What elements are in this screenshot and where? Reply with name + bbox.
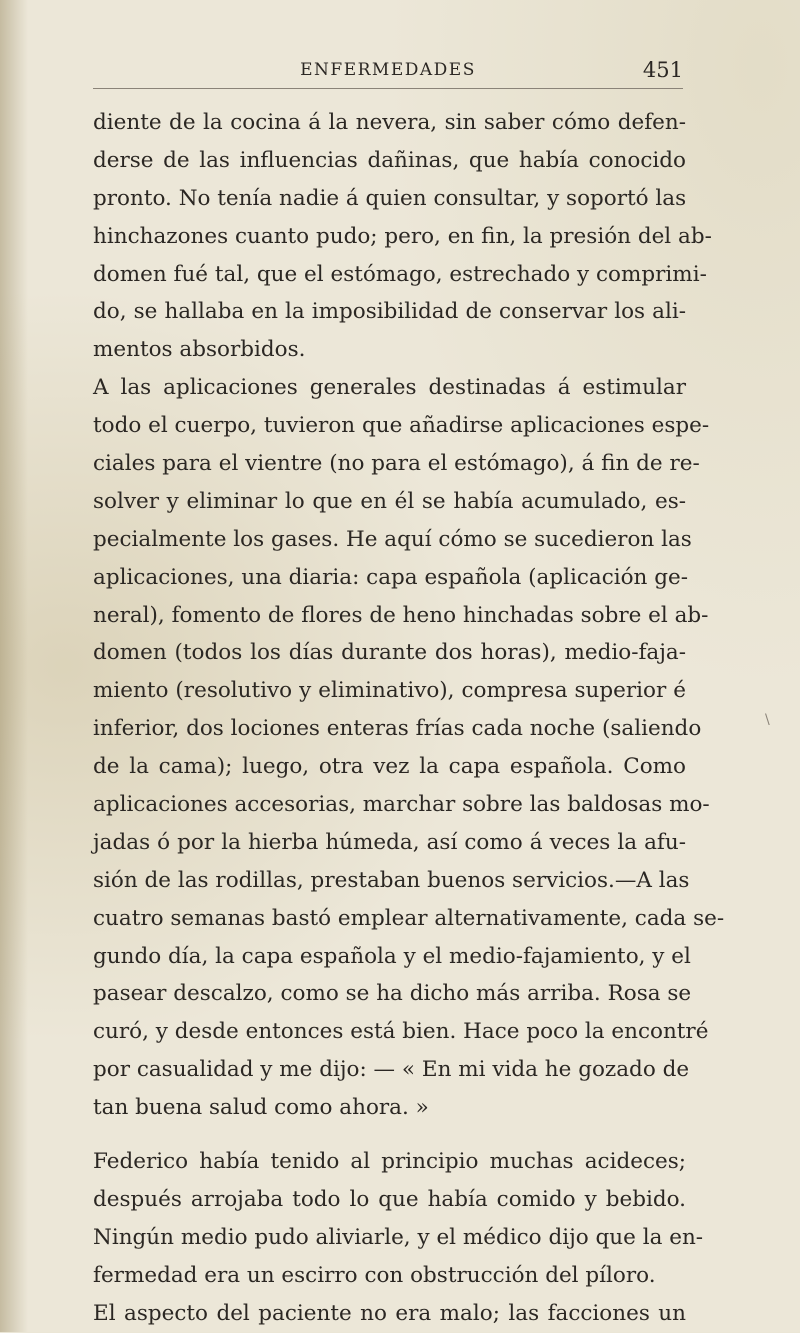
text-line: inferior, dos lociones enteras frías cada noche (saliendo bbox=[93, 716, 702, 742]
text-line: diente de la cocina á la nevera, sin saber cómo defen- bbox=[93, 110, 686, 135]
text-line: derse de las influencias dañinas, que había conocido bbox=[93, 147, 686, 173]
paragraph-gap bbox=[93, 1127, 686, 1143]
page-header bbox=[93, 58, 683, 88]
text-line: domen fué tal, que el estómago, estrechado y comprimi- bbox=[93, 261, 707, 287]
text-line: pronto. No tenía nadie á quien consultar, y soportó las bbox=[93, 185, 687, 211]
header-rule bbox=[93, 88, 683, 89]
text-line: neral), fomento de flores de heno hinchadas sobre el ab- bbox=[93, 602, 709, 628]
text-line: miento (resolutivo y eliminativo), compresa superior é bbox=[93, 678, 686, 704]
text-line: Ningún medio pudo aliviarle, y el médico dijo que la en- bbox=[93, 1224, 704, 1250]
running-title: ENFERMEDADES bbox=[300, 60, 476, 80]
text-line: do, se hallaba en la imposibilidad de conservar los ali- bbox=[93, 299, 686, 325]
binding-shadow bbox=[0, 0, 28, 1332]
text-line: Federico había tenido al principio muchas acideces; bbox=[93, 1149, 686, 1175]
margin-mark: \ bbox=[765, 712, 770, 728]
body-text bbox=[93, 104, 725, 1333]
text-line: pasear descalzo, como se ha dicho más arriba. Rosa se bbox=[93, 981, 692, 1007]
text-line: por casualidad y me dijo: — « En mi vida he gozado de bbox=[93, 1057, 690, 1083]
text-line: aplicaciones accesorias, marchar sobre las baldosas mo- bbox=[93, 792, 710, 818]
text-line: solver y eliminar lo que en él se había acumulado, es- bbox=[93, 488, 686, 514]
text-line: tan buena salud como ahora. » bbox=[93, 1095, 429, 1121]
text-line: A las aplicaciones generales destinadas á estimular bbox=[93, 375, 686, 401]
text-line: después arrojaba todo lo que había comido y bebido. bbox=[93, 1186, 686, 1212]
text-line: todo el cuerpo, tuvieron que añadirse aplicaciones espe- bbox=[93, 413, 710, 439]
text-line: cuatro semanas bastó emplear alternativamente, cada se- bbox=[93, 905, 725, 931]
text-line: de la cama); luego, otra vez la capa española. Como bbox=[93, 754, 686, 780]
text-line: ciales para el vientre (no para el estómago), á fin de re- bbox=[93, 451, 700, 477]
text-line: aplicaciones, una diaria: capa española (aplicación ge- bbox=[93, 564, 688, 590]
text-line: mentos absorbidos. bbox=[93, 337, 306, 363]
text-line: curó, y desde entonces está bien. Hace poco la encontré bbox=[93, 1019, 709, 1045]
text-line: gundo día, la capa española y el medio-fajamiento, y el bbox=[93, 943, 691, 969]
text-line: pecialmente los gases. He aquí cómo se sucedieron las bbox=[93, 526, 692, 552]
text-line: hinchazones cuanto pudo; pero, en fin, la presión del ab- bbox=[93, 223, 712, 249]
text-line: domen (todos los días durante dos horas), medio-faja- bbox=[93, 640, 686, 666]
text-line: sión de las rodillas, prestaban buenos servicios.—A las bbox=[93, 867, 690, 893]
text-line: El aspecto del paciente no era malo; las facciones un bbox=[93, 1300, 686, 1326]
text-line: jadas ó por la hierba húmeda, así como á veces la afu- bbox=[93, 829, 686, 855]
page-number: 451 bbox=[642, 58, 683, 82]
text-line: fermedad era un escirro con obstrucción del píloro. bbox=[93, 1262, 656, 1288]
